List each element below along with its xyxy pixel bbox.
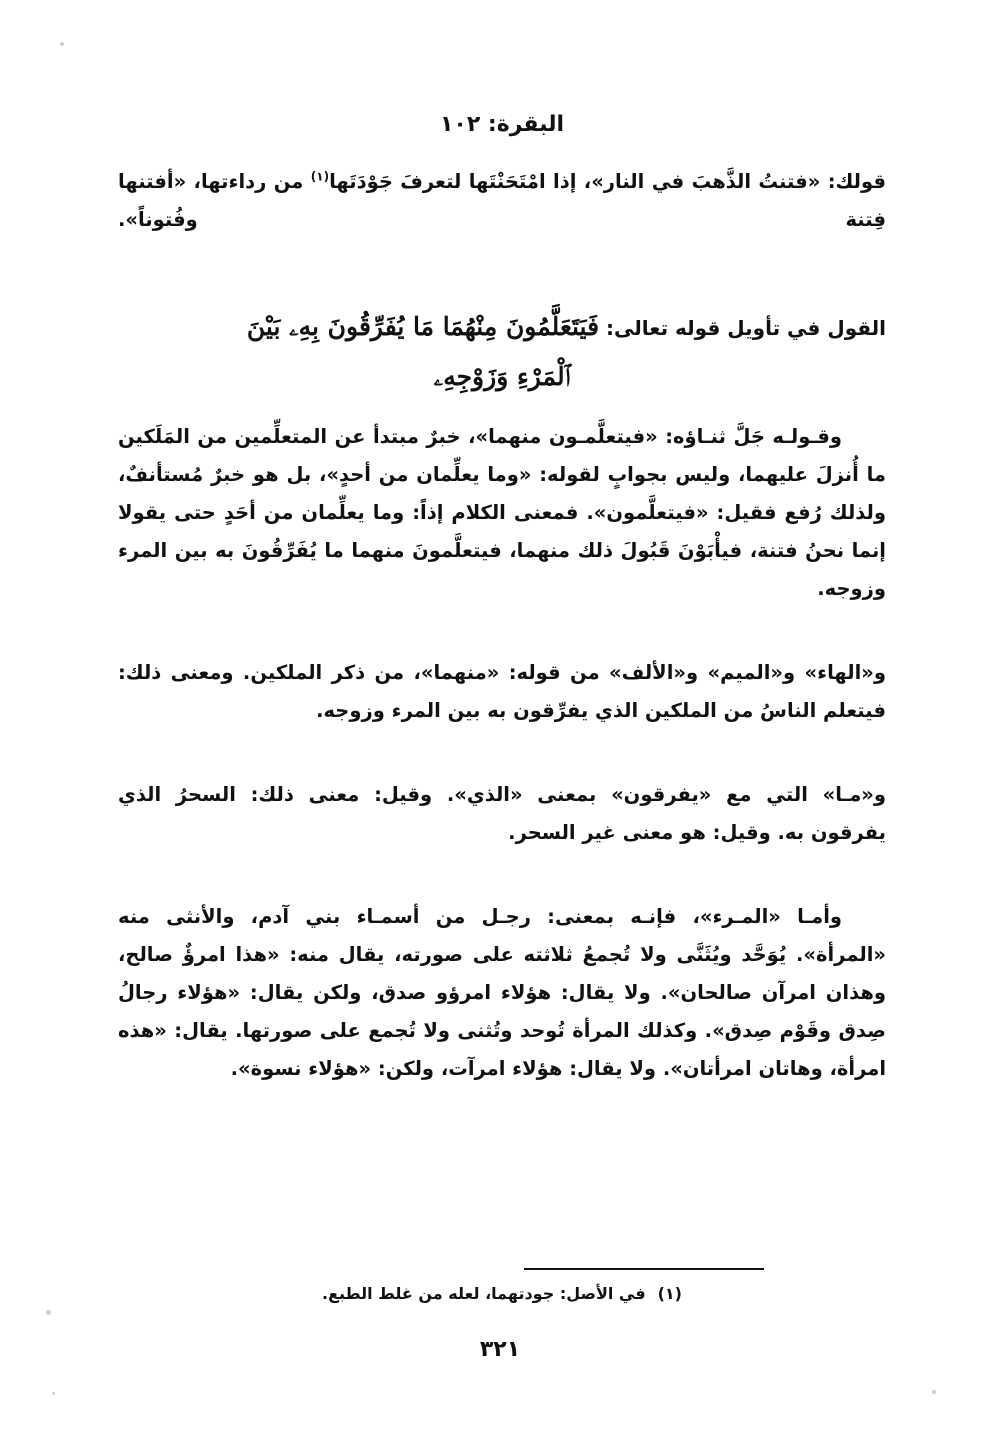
footnote-marker-1: (١)	[310, 169, 330, 184]
footnote	[118, 1284, 886, 1303]
page-number: ٣٢١	[479, 1337, 521, 1362]
spacer	[118, 628, 886, 654]
paragraph-4-text: و«الهاء» و«الميم» و«الألف» من قوله: «منهما»، من ذكر الملكين. ومعنى ذلك: فيتعلم الناسُ من الملكين الذي يفرِّقون به بين المرء وزوجه.	[118, 660, 886, 722]
ayah-line-1: فَيَتَعَلَّمُونَ مِنْهُمَا مَا يُفَرِّقُونَ بِهِۦ بَيْنَ	[246, 312, 600, 342]
page-speck	[932, 1390, 936, 1394]
paragraph-3	[118, 418, 886, 608]
paragraph-4	[118, 654, 886, 730]
spacer	[118, 750, 886, 776]
spacer	[118, 259, 886, 301]
paragraph-6-text: وأمـا «المـرء»، فإنـه بمعنى: رجـل من أسمـاء بني آدم، والأنثى منه «المرأة». يُوَحَّد ويُثَنَّى ولا تُجمعُ ثلاثته على صورته، يقال منه: «هذا امرؤٌ صالح، وهذان امرآن صالحان». ولا يقال: هؤلاء امرؤو صدق، ولكن يقال: «هؤلاء رجالُ صِدق وقَوْم صِدق». وكذلك المرأة تُوحد وتُثنى ولا تُجمع على صورتها. يقال: «هذه امرأة، وهاتان امرأتان». ولا يقال: هؤلاء امرآت، ولكن: «هؤلاء نسوة».	[118, 904, 886, 1080]
paragraph-3-text: وقـولـه جَلَّ ثنـاؤه: «فيتعلَّمـون منهما»، خبرٌ مبتدأ عن المتعلِّمين من المَلَكين ما أُنزلَ عليهما، وليس بجوابٍ لقوله: «وما يعلِّمان من أحدٍ»، بل هو خبرٌ مُستأنفٌ، ولذلك رُفع فقيل: «فيتعلَّمون». فمعنى الكلام إذاً: وما يعلِّمان من أحَدٍ حتى يقولا إنما نحنُ فتنة، فيأْبَوْنَ قَبُولَ ذلك منهما، فيتعلَّمونَ منهما ما يُفَرِّقُونَ به بين المرء وزوجه.	[118, 424, 886, 600]
page-header: البقرة: ١٠٢	[439, 112, 565, 137]
paragraph-opening	[118, 163, 886, 239]
footnote-marker: (١)	[657, 1284, 682, 1303]
page-speck	[46, 1310, 51, 1315]
ayah-intro-line	[118, 301, 886, 354]
paragraph-5-text: و«مـا» التي مع «يفرقون» بمعنى «الذي». وقيل: معنى ذلك: السحرُ الذي يفرقون به. وقيل: هو معنى غير السحر.	[118, 782, 886, 844]
page-body	[118, 112, 886, 1108]
paragraph-opening-text-after: من رداءتها، «أفتنها فِتنة وفُتوناً».	[118, 170, 886, 232]
spacer	[118, 872, 886, 898]
page-speck	[60, 42, 64, 46]
paragraph-5	[118, 776, 886, 852]
paragraph-6	[118, 898, 886, 1088]
footnote-text: في الأصل: جودتهما، لعله من غلط الطبع.	[322, 1284, 646, 1303]
footnote-divider	[524, 1268, 764, 1270]
ayah-line-2: ٱلْمَرْءِ وَزَوْجِهِۦ	[433, 361, 571, 391]
ayah-intro-text: القول في تأويل قوله تعالى:	[599, 316, 886, 341]
paragraph-opening-text: قولك: «فتنتُ الذَّهبَ في النار»، إذا امْتَحَنْتَها لتعرفَ جَوْدَتَها	[329, 170, 887, 193]
page-speck	[52, 1392, 55, 1395]
